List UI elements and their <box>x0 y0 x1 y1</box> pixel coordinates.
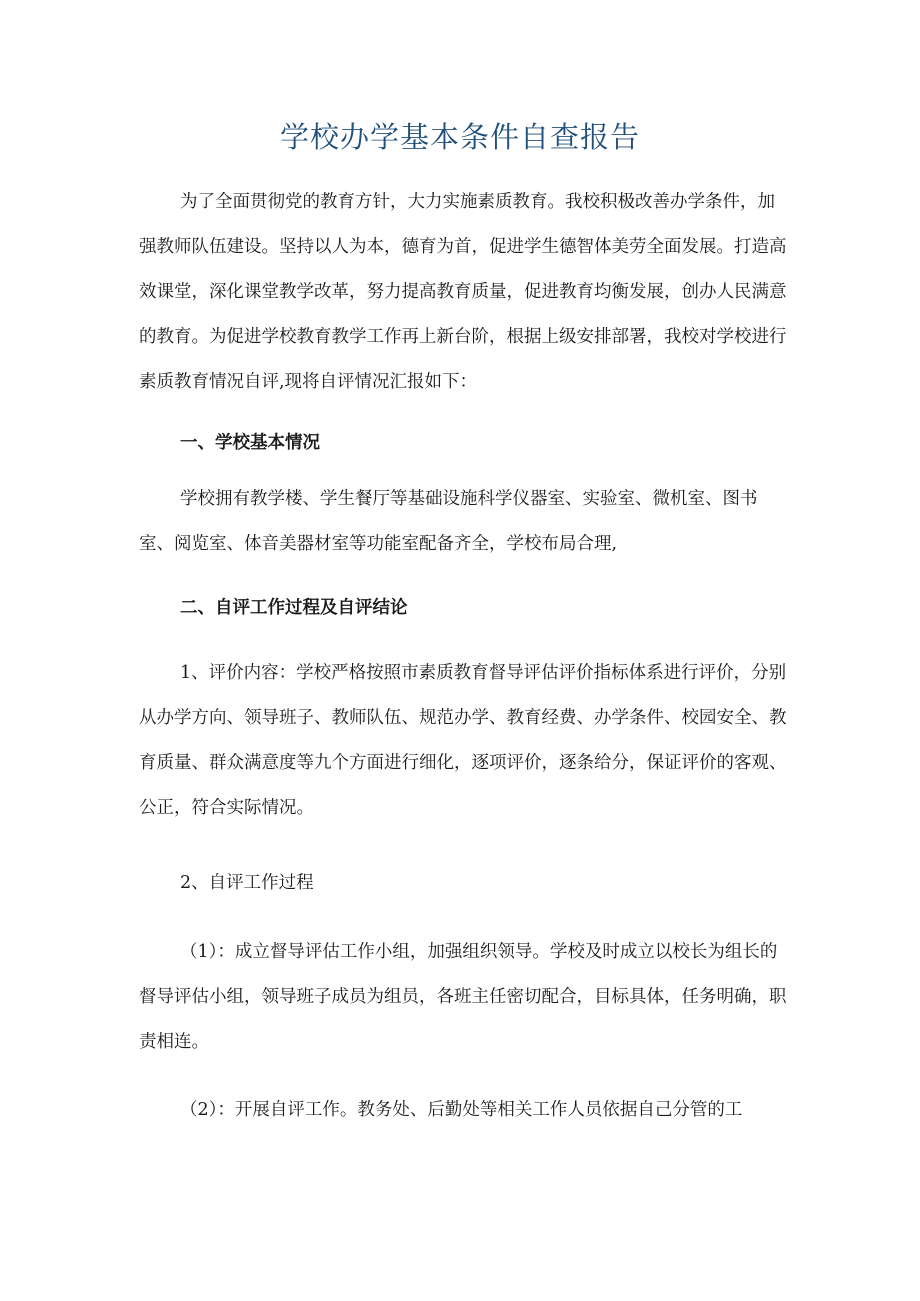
section-heading-self-evaluation: 二、自评工作过程及自评结论 <box>180 598 408 618</box>
intro-paragraph <box>139 180 787 405</box>
document-title: 学校办学基本条件自查报告 <box>279 120 640 154</box>
step1-text: （1）：成立督导评估工作小组，加强组织领导。学校及时成立以校长为组长的督导评估小组，领导班子成员为组员，各班主任密切配合，目标具体，任务明确，职责相连。 <box>139 942 787 1052</box>
section1-text: 学校拥有教学楼、学生餐厅等基础设施科学仪器室、实验室、微机室、图书室、阅览室、体音美器材室等功能室配备齐全，学校布局合理, <box>139 489 758 554</box>
section1-paragraph <box>139 477 787 567</box>
item2-heading: 2、自评工作过程 <box>180 873 314 893</box>
item1-paragraph <box>139 651 787 831</box>
step2-paragraph <box>139 1088 787 1133</box>
step1-paragraph <box>139 930 787 1065</box>
step2-text: （2）：开展自评工作。教务处、后勤处等相关工作人员依据自己分管的工 <box>180 1100 743 1120</box>
section-heading-basic-info: 一、学校基本情况 <box>180 433 320 453</box>
item1-text: 1、评价内容：学校严格按照市素质教育督导评估评价指标体系进行评价，分别从办学方向、领导班子、教师队伍、规范办学、教育经费、办学条件、校园安全、教育质量、群众满意度等九个方面进行细化，逐项评价，逐条给分，保证评价的客观、公正，符合实际情况。 <box>139 663 787 818</box>
intro-text: 为了全面贯彻党的教育方针，大力实施素质教育。我校积极改善办学条件，加强教师队伍建设。坚持以人为本，德育为首，促进学生德智体美劳全面发展。打造高效课堂，深化课堂教学改革，努力提高教育质量，促进教育均衡发展，创办人民满意的教育。为促进学校教育教学工作再上新台阶，根据上级安排部署，我校对学校进行素质教育情况自评,现将自评情况汇报如下： <box>139 192 787 392</box>
